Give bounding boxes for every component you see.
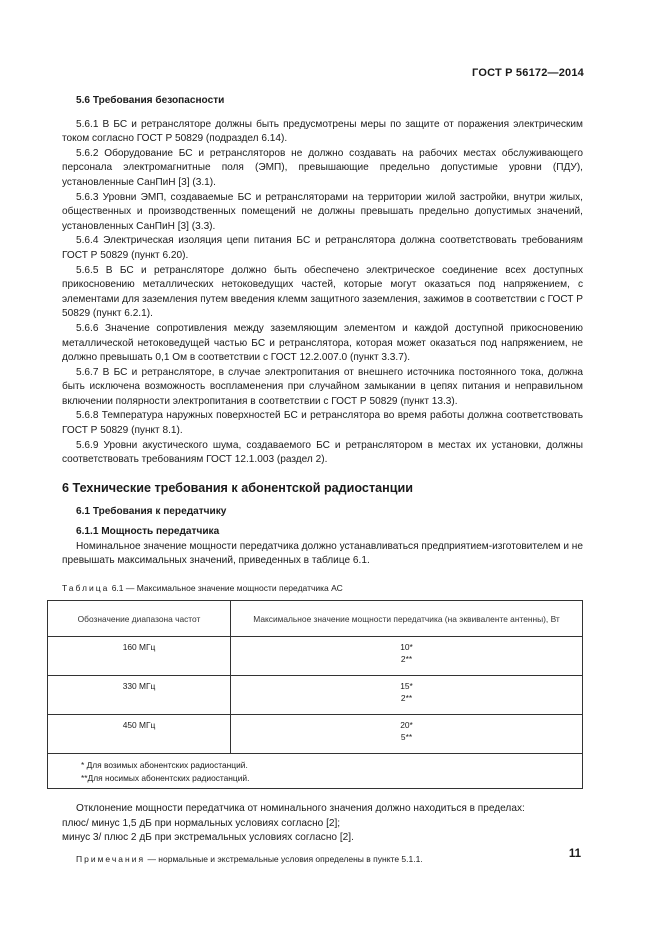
- cell-power-portable: 5**: [400, 732, 413, 743]
- note-text: — нормальные и экстремальные условия определены в пункте 5.1.1.: [145, 854, 423, 864]
- cell-band: 160 МГц: [48, 637, 231, 676]
- cell-power: [231, 676, 583, 715]
- deviation-line-1: Отклонение мощности передатчика от номинального значения должно находиться в пределах:: [76, 803, 525, 815]
- paragraph-5-6-2: 5.6.2 Оборудование БС и ретрансляторов не должно создавать на рабочих местах обслуживающего персонала электромагнитные поля (ЭМП), превышающие предельно допустимые уровни (ПДУ), установленные СанПиН [3] (3.1).: [62, 147, 583, 188]
- col-header-band: Обозначение диапазона частот: [48, 601, 231, 637]
- table-header-row: [48, 601, 583, 637]
- table-footnotes: [48, 754, 583, 789]
- cell-power-mobile: 20*: [400, 720, 413, 731]
- paragraph-5-6-6: 5.6.6 Значение сопротивления между заземляющим элементом и каждой доступной прикосновению металлической нетоковедущей частью БС и ретранслятора, которая может оказаться под напряжением, не должно превышать 0,1 Ом в соответствии с ГОСТ 12.2.007.0 (пункт 3.3.7).: [62, 322, 583, 364]
- paragraph-5-6-9: 5.6.9 Уровни акустического шума, создаваемого БС и ретранслятором в местах их установки, должны соответствовать требованиям ГОСТ 12.1.003 (раздел 2).: [62, 439, 583, 466]
- col-header-power: Максимальное значение мощности передатчика (на эквиваленте антенны), Вт: [231, 601, 583, 637]
- deviation-line-3: минус 3/ плюс 2 дБ при экстремальных условиях согласно [2].: [62, 832, 354, 844]
- cell-power-mobile: 10*: [400, 642, 413, 653]
- table-row: [48, 637, 583, 676]
- document-id-header: ГОСТ Р 56172—2014: [472, 67, 584, 79]
- footnote-portable: **Для носимых абонентских радиостанций.: [81, 772, 250, 783]
- paragraph-5-6-1: 5.6.1 В БС и ретрансляторе должны быть предусмотрены меры по защите от поражения электрическим током согласно ГОСТ Р 50829 (подраздел 6.14).: [62, 118, 583, 145]
- cell-power-mobile: 15*: [400, 681, 413, 692]
- table-row: [48, 715, 583, 754]
- paragraph-5-6-3: 5.6.3 Уровни ЭМП, создаваемые БС и ретрансляторами на территории жилой застройки, внутри жилых, общественных и производственных помещений не должны превышать предельно допустимых значений, установленных СанПиН [3] (3.3).: [62, 191, 583, 232]
- paragraph-5-6-5: 5.6.5 В БС и ретрансляторе должно быть обеспечено электрическое соединение всех доступных прикосновению металлических нетоковедущих частей, которые могут оказаться под напряжением, с элементами для заземления путем введения клемм защитного заземления, зажимов в соответствии с ГОСТ Р 50829 (пункт 6.2.1).: [62, 264, 583, 320]
- cell-power: [231, 637, 583, 676]
- section-5-6-title: 5.6 Требования безопасности: [76, 95, 225, 106]
- page-number: 11: [568, 848, 581, 860]
- section-6-1-title: 6.1 Требования к передатчику: [76, 506, 227, 518]
- transmitter-power-intro: Номинальное значение мощности передатчика должно устанавливаться предприятием-изготовителем и не превышать максимальных значений, приведенных в таблице 6.1.: [62, 540, 583, 567]
- note-word: Примечания: [76, 854, 146, 864]
- cell-band: 330 МГц: [48, 676, 231, 715]
- paragraph-5-6-8: 5.6.8 Температура наружных поверхностей БС и ретранслятора во время работы должна соответствовать ГОСТ Р 50829 (пункт 8.1).: [62, 410, 583, 437]
- table-footnotes-row: [48, 754, 583, 789]
- deviation-line-2: плюс/ минус 1,5 дБ при нормальных условиях согласно [2];: [62, 817, 341, 829]
- cell-power-portable: 2**: [400, 654, 413, 665]
- cell-power-portable: 2**: [400, 693, 413, 704]
- paragraph-5-6-4: 5.6.4 Электрическая изоляция цепи питания БС и ретранслятора должна соответствовать требованиям ГОСТ Р 50829 (пункт 6.20).: [62, 235, 583, 261]
- table-row: [48, 676, 583, 715]
- note: [62, 852, 583, 867]
- paragraph-5-6-7: 5.6.7 В БС и ретрансляторе, в случае электропитания от внешнего источника постоянного тока, должна быть исключена возможность воспламенения при случайном замыкании в цепях питания и неправильном включении полярности электропитания в соответствии с ГОСТ Р 50829 (пункт 13.3).: [62, 366, 583, 407]
- power-table: [47, 600, 583, 789]
- table-caption: [62, 581, 583, 596]
- footnote-mobile: * Для возимых абонентских радиостанций.: [81, 760, 248, 771]
- table-caption-text: 6.1 — Максимальное значение мощности передатчика АС: [109, 582, 343, 593]
- cell-power: [231, 715, 583, 754]
- deviation-text: [62, 802, 583, 846]
- page-body: [62, 94, 583, 867]
- table-caption-word: Таблица: [62, 582, 110, 593]
- section-6-title: 6 Технические требования к абонентской радиостанции: [62, 480, 413, 495]
- cell-band: 450 МГц: [48, 715, 231, 754]
- section-6-1-1-title: 6.1.1 Мощность передатчика: [76, 526, 220, 538]
